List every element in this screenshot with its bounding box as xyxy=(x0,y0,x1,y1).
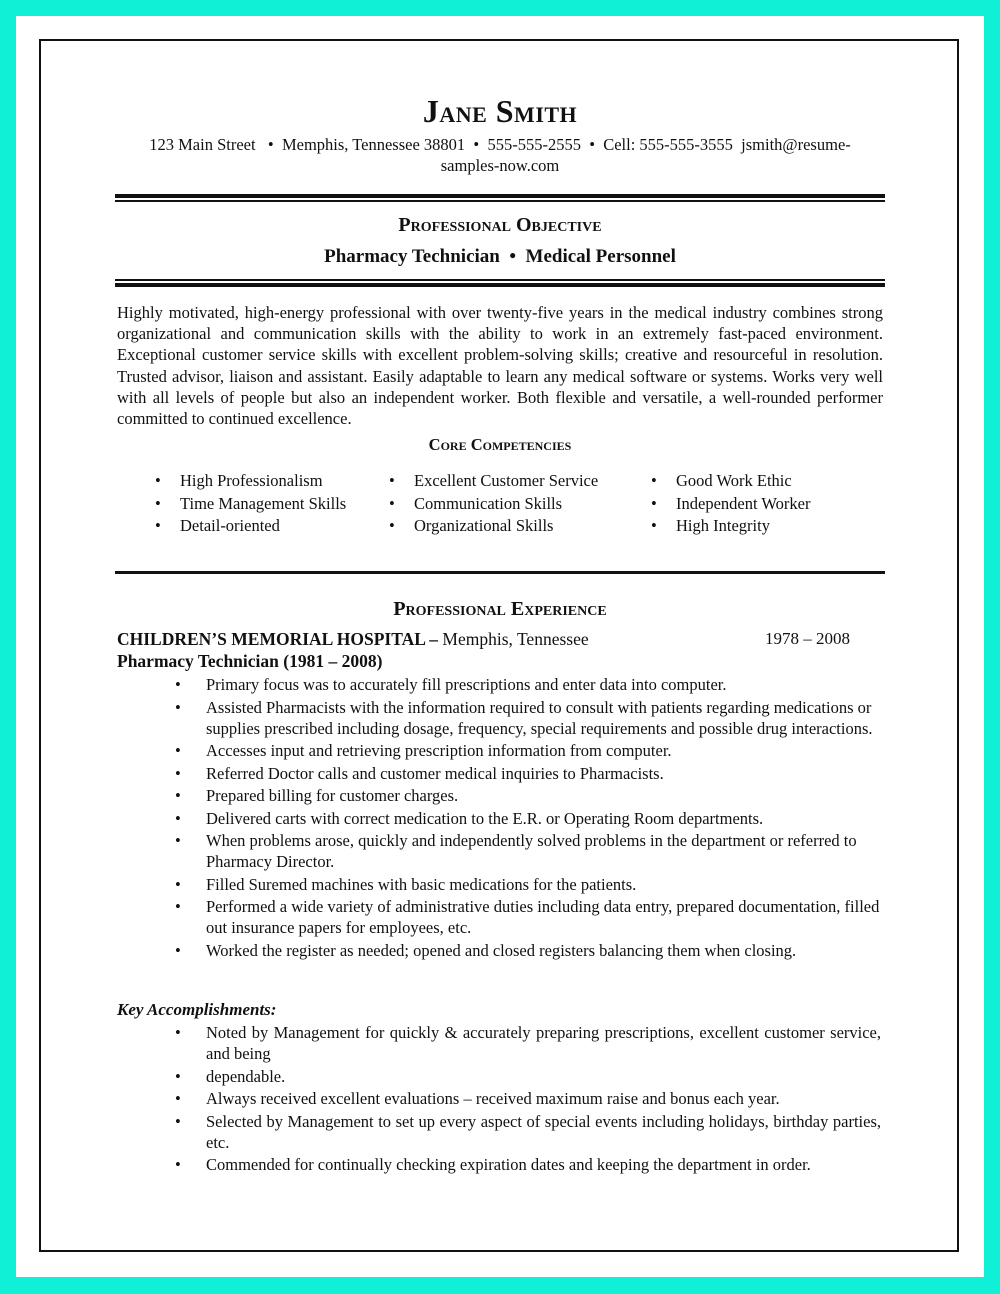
duty-item: • Performed a wide variety of administrative duties including data entry, prepared documentation, filled out insurance papers for employees, etc. xyxy=(175,897,880,937)
duty-item: • Delivered carts with correct medication to the E.R. or Operating Room departments. xyxy=(175,808,764,828)
competency-item: • Time Management Skills xyxy=(155,493,346,516)
bullet-icon: • xyxy=(651,471,657,490)
divider-top-thick xyxy=(115,194,885,198)
divider-objective-thin xyxy=(115,279,885,281)
employer-line xyxy=(117,629,589,650)
bullet-icon: • xyxy=(175,675,181,694)
bullet-icon: • xyxy=(389,493,395,513)
duty-item: • Accesses input and retrieving prescription information from computer. xyxy=(175,741,672,760)
accomplishment-item: • Noted by Management for quickly & accurately preparing prescriptions, excellent customer service, and being xyxy=(175,1023,881,1063)
bullet-icon: • xyxy=(651,493,657,513)
competencies-column-1 xyxy=(155,470,346,538)
duty-item: • Prepared billing for customer charges. xyxy=(175,786,459,805)
bullet-icon: • xyxy=(155,493,161,513)
bullet-icon: • xyxy=(175,808,181,828)
bullet-icon: • xyxy=(175,1155,181,1174)
bullet-icon: • xyxy=(175,1111,181,1131)
accomplishment-item: • Always received excellent evaluations – received maximum raise and bonus each year. xyxy=(175,1089,780,1108)
competency-item: • Excellent Customer Service xyxy=(389,470,598,493)
accomplishment-item: • Selected by Management to set up every aspect of special events including holidays, birthday parties, etc. xyxy=(175,1111,881,1152)
candidate-name: Jane Smith xyxy=(422,93,578,129)
competency-item: • Independent Worker xyxy=(651,493,810,516)
employer-name: CHILDREN’S MEMORIAL HOSPITAL – xyxy=(117,629,439,649)
duty-item: • Filled Suremed machines with basic medications for the patients. xyxy=(175,874,637,894)
bullet-icon: • xyxy=(651,516,657,535)
experience-title: Professional Experience xyxy=(393,598,607,620)
bullet-icon: • xyxy=(175,786,181,805)
duty-item: • Assisted Pharmacists with the information required to consult with patients regarding medications or supplies prescribed including dosage, frequency, special requirements and possible drug interactions. xyxy=(175,697,873,738)
duty-item: • Referred Doctor calls and customer medical inquiries to Pharmacists. xyxy=(175,763,664,783)
accomplishment-item: • Commended for continually checking expiration dates and keeping the department in order. xyxy=(175,1155,811,1174)
competency-item: • High Professionalism xyxy=(155,470,346,493)
divider-objective-thick xyxy=(115,283,885,287)
competency-item: • Detail-oriented xyxy=(155,515,346,538)
bullet-icon: • xyxy=(175,874,181,894)
duties-list xyxy=(175,674,881,962)
accomplishments-title: Key Accomplishments: xyxy=(117,1000,277,1019)
contact-line-2: samples-now.com xyxy=(440,156,560,175)
bullet-icon: • xyxy=(175,940,181,960)
objective-subtitle: Pharmacy Technician • Medical Personnel xyxy=(324,246,676,267)
accomplishments-list xyxy=(175,1022,881,1177)
accomplishment-item: • dependable. xyxy=(175,1066,286,1086)
bullet-icon: • xyxy=(175,741,181,760)
duty-item: • Worked the register as needed; opened and closed registers balancing them when closing. xyxy=(175,940,797,960)
bullet-icon: • xyxy=(175,1089,181,1108)
summary-paragraph: Highly motivated, high-energy professional with over twenty-five years in the medical industry combines strong organizational and communication skills with the ability to work in an extremely fast-paced environment. Exceptional customer service skills with excellent problem-solving skills; creative and resourceful in resolution. Trusted advisor, liaison and assistant. Easily adaptable to learn any medical software or systems. Works very well with all levels of people but also an independent worker. Both flexible and versatile, a well-rounded performer committed to continued excellence. xyxy=(117,303,883,429)
bullet-icon: • xyxy=(389,471,395,490)
duty-item: • Primary focus was to accurately fill prescriptions and enter data into computer. xyxy=(175,675,727,694)
objective-title: Professional Objective xyxy=(398,214,602,236)
bullet-icon: • xyxy=(175,1066,181,1086)
employer-location: Memphis, Tennessee xyxy=(438,629,589,649)
duty-item: • When problems arose, quickly and independently solved problems in the department or referred to Pharmacy Director. xyxy=(175,831,857,871)
bullet-icon: • xyxy=(389,516,395,535)
competencies-column-3 xyxy=(651,470,810,538)
bullet-icon: • xyxy=(175,897,181,916)
bullet-icon: • xyxy=(175,763,181,783)
competency-item: • Organizational Skills xyxy=(389,515,598,538)
bullet-icon: • xyxy=(175,1023,181,1042)
employment-dates: 1978 – 2008 xyxy=(765,629,850,648)
bullet-icon: • xyxy=(155,516,161,535)
bullet-icon: • xyxy=(175,831,181,850)
bullet-icon: • xyxy=(175,697,181,717)
position-title: Pharmacy Technician (1981 – 2008) xyxy=(117,651,383,671)
divider-experience xyxy=(115,571,885,574)
bullet-icon: • xyxy=(155,471,161,490)
divider-top-thin xyxy=(115,200,885,202)
competency-item: • Good Work Ethic xyxy=(651,470,810,493)
competencies-title: Core Competencies xyxy=(428,435,572,454)
contact-line-1: 123 Main Street • Memphis, Tennessee 38801 • 555-555-2555 • Cell: 555-555-3555 jsmith@resume- xyxy=(149,135,851,154)
competency-item: • High Integrity xyxy=(651,515,810,538)
competencies-column-2 xyxy=(389,470,598,538)
contact-info xyxy=(115,134,885,176)
competency-item: • Communication Skills xyxy=(389,493,598,516)
